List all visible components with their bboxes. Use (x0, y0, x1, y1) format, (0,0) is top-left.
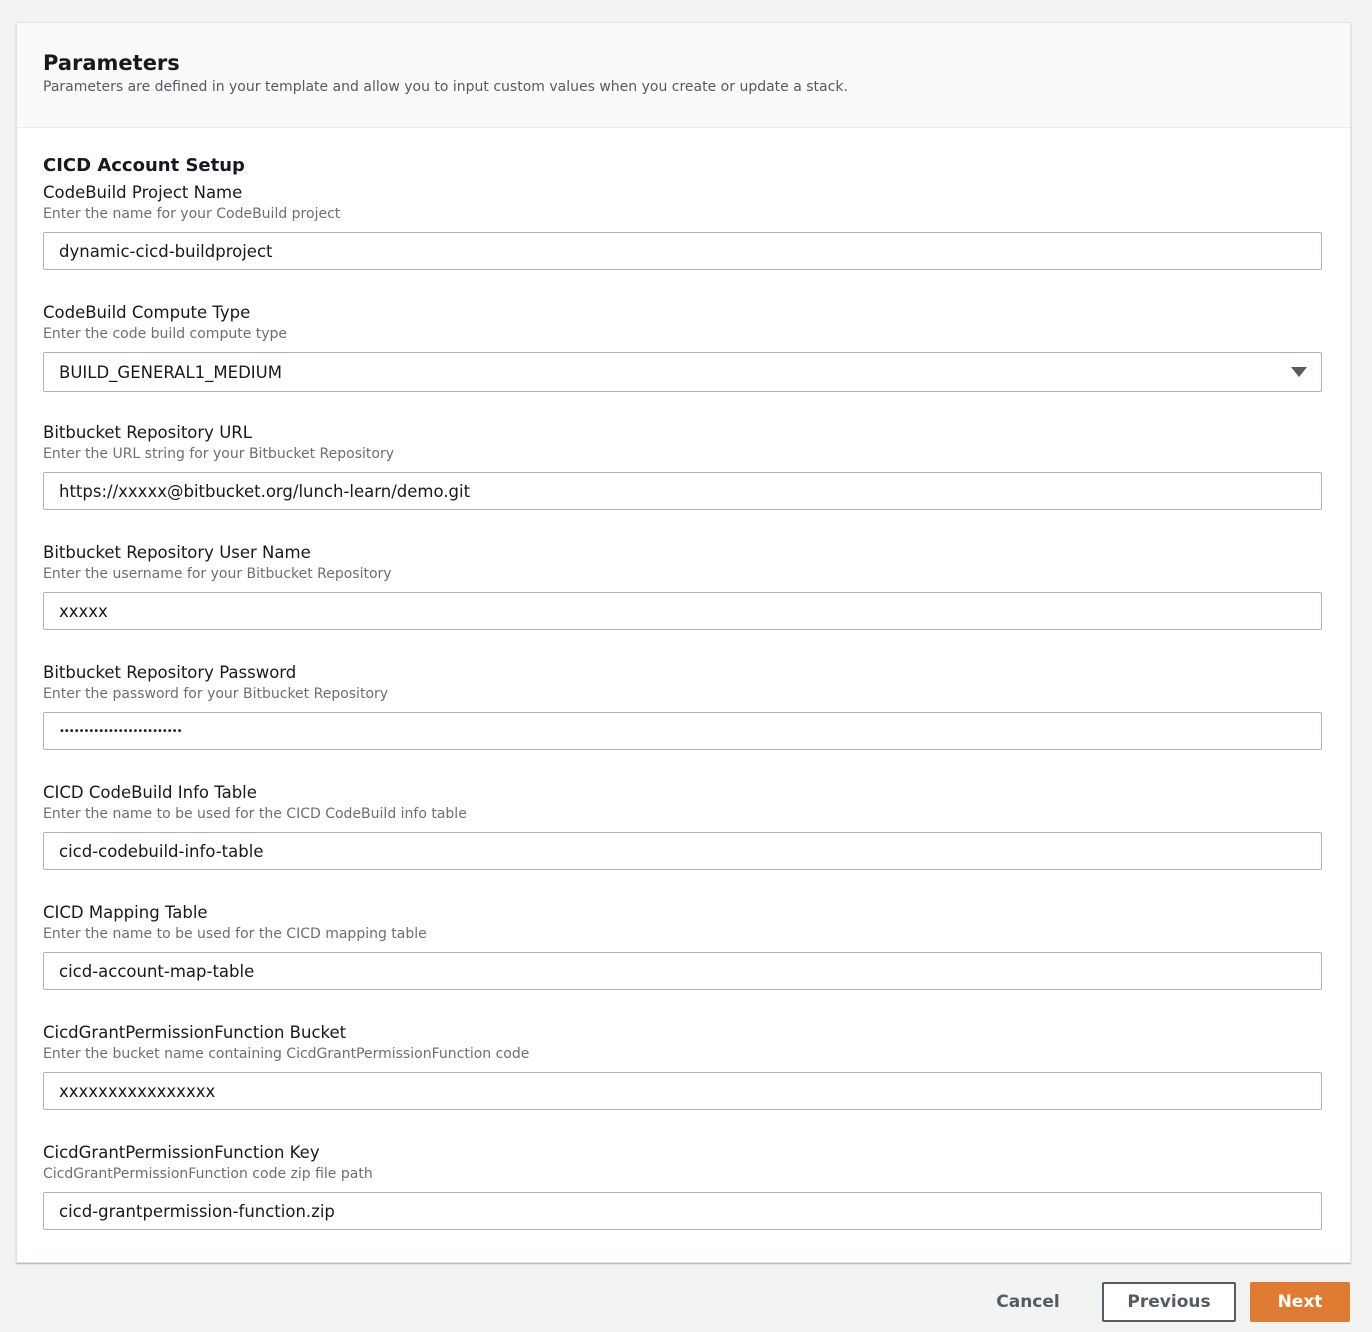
bitbucket-username-input[interactable] (43, 592, 1322, 630)
mapping-table-input[interactable] (43, 952, 1322, 990)
caret-down-icon (1291, 367, 1307, 377)
input-value: xxxxx (59, 601, 108, 621)
field-label: Bitbucket Repository Password (43, 663, 297, 682)
input-value: cicd-grantpermission-function.zip (59, 1201, 335, 1221)
field-description: Enter the bucket name containing CicdGrantPermissionFunction code (43, 1046, 530, 1062)
field-label: CodeBuild Project Name (43, 183, 243, 202)
select-value: BUILD_GENERAL1_MEDIUM (59, 362, 282, 382)
field-description: Enter the password for your Bitbucket Repository (43, 686, 389, 702)
field-bitbucket-url (43, 422, 1322, 542)
next-button[interactable]: Next (1250, 1282, 1350, 1322)
field-description: Enter the name to be used for the CICD mapping table (43, 926, 427, 942)
field-function-key (43, 1142, 1322, 1262)
field-description: Enter the URL string for your Bitbucket Repository (43, 446, 394, 462)
field-label: CICD CodeBuild Info Table (43, 783, 257, 802)
page-title: Parameters (43, 51, 180, 75)
field-label: CICD Mapping Table (43, 903, 208, 922)
input-value: cicd-account-map-table (59, 961, 255, 981)
field-description: CicdGrantPermissionFunction code zip file path (43, 1166, 373, 1182)
field-description: Enter the name to be used for the CICD CodeBuild info table (43, 806, 467, 822)
field-codebuild-compute-type (43, 302, 1322, 422)
bitbucket-url-input[interactable] (43, 472, 1322, 510)
field-label: CicdGrantPermissionFunction Bucket (43, 1023, 347, 1042)
wizard-footer (978, 1282, 1350, 1322)
field-label: Bitbucket Repository URL (43, 423, 252, 442)
input-value: https://xxxxx@bitbucket.org/lunch-learn/demo.git (59, 481, 471, 501)
function-key-input[interactable] (43, 1192, 1322, 1230)
field-mapping-table (43, 902, 1322, 1022)
page-description: Parameters are defined in your template and allow you to input custom values when you create or update a stack. (43, 79, 848, 95)
codebuild-project-name-input[interactable] (43, 232, 1322, 270)
field-description: Enter the code build compute type (43, 326, 288, 342)
field-codebuild-project-name (43, 182, 1322, 302)
field-label: Bitbucket Repository User Name (43, 543, 311, 562)
codebuild-info-table-input[interactable] (43, 832, 1322, 870)
cancel-button[interactable]: Cancel (996, 1292, 1060, 1312)
codebuild-compute-type-select[interactable] (43, 352, 1322, 392)
section-title: CICD Account Setup (43, 155, 245, 176)
field-bitbucket-password (43, 662, 1322, 782)
input-value: dynamic-cicd-buildproject (59, 241, 273, 261)
bitbucket-password-input[interactable] (43, 712, 1322, 750)
function-bucket-input[interactable] (43, 1072, 1322, 1110)
field-label: CicdGrantPermissionFunction Key (43, 1143, 320, 1162)
input-value: ••••••••••••••••••••••••• (59, 725, 182, 737)
field-function-bucket (43, 1022, 1322, 1142)
field-codebuild-info-table (43, 782, 1322, 902)
input-value: xxxxxxxxxxxxxxxx (59, 1081, 216, 1101)
previous-button[interactable]: Previous (1102, 1282, 1236, 1322)
panel-header (17, 23, 1350, 128)
field-description: Enter the name for your CodeBuild project (43, 206, 341, 222)
parameters-panel (16, 22, 1351, 1263)
field-label: CodeBuild Compute Type (43, 303, 251, 322)
field-bitbucket-username (43, 542, 1322, 662)
input-value: cicd-codebuild-info-table (59, 841, 264, 861)
field-description: Enter the username for your Bitbucket Repository (43, 566, 392, 582)
